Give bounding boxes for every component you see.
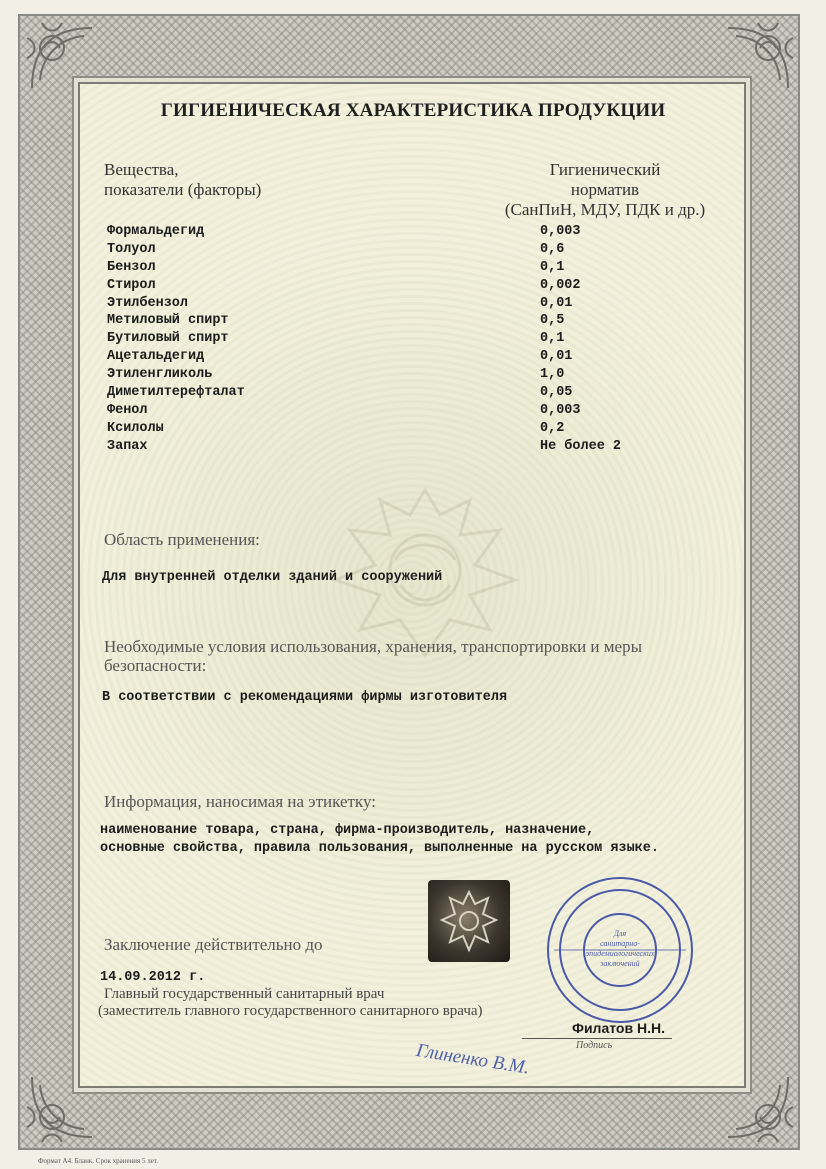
- scope-value: Для внутренней отделки зданий и сооружений: [102, 570, 443, 585]
- conditions-label-cont: безопасности:: [104, 656, 207, 675]
- validity-date: 14.09.2012 г.: [100, 970, 206, 985]
- table-row: [107, 296, 667, 314]
- substance-name: Этилбензол: [107, 295, 189, 311]
- table-row: [107, 278, 667, 296]
- substance-value: 0,2: [540, 420, 565, 436]
- scope-label: Область применения:: [104, 530, 260, 549]
- substance-name: Фенол: [107, 402, 148, 418]
- conditions-value: В соответствии с рекомендациями фирмы изготовителя: [102, 690, 508, 705]
- stamp-line: санитарно-: [600, 939, 640, 948]
- substance-value: 0,01: [540, 349, 573, 365]
- validity-label: Заключение действительно до: [104, 935, 323, 954]
- substance-name: Ксилолы: [107, 420, 164, 436]
- substance-name: Ацетальдегид: [107, 349, 205, 365]
- substance-value: Не более 2: [540, 438, 622, 454]
- substance-name: Стирол: [107, 277, 156, 293]
- substance-name: Бутиловый спирт: [107, 331, 229, 347]
- column-header-norm: Гигиенический норматив (СанПиН, МДУ, ПДК и др.): [504, 160, 706, 219]
- doctor-title-deputy: (заместитель главного государственного санитарного врача): [98, 1003, 483, 1019]
- table-row: [107, 421, 667, 439]
- doctor-name: Филатов Н.Н.: [572, 1020, 665, 1036]
- stamp-line: эпидемиологических: [585, 949, 655, 958]
- signature-line: [522, 1038, 672, 1039]
- substance-name: Метиловый спирт: [107, 313, 229, 329]
- table-row: [107, 367, 667, 385]
- table-row: [107, 385, 667, 403]
- substance-name: Этиленгликоль: [107, 367, 213, 383]
- table-row: [107, 349, 667, 367]
- substance-value: 0,002: [540, 277, 581, 293]
- table-row: [107, 403, 667, 421]
- label-info-line2: основные свойства, правила пользования, выполненные на русском языке.: [100, 841, 659, 856]
- stamp-line: заключений: [600, 959, 640, 968]
- substance-value: 0,1: [540, 259, 565, 275]
- signature-caption: Подпись: [576, 1040, 613, 1051]
- substance-value: 0,5: [540, 313, 565, 329]
- substance-value: 0,01: [540, 295, 573, 311]
- substance-name: Диметилтерефталат: [107, 385, 245, 401]
- label-info-line1: наименование товара, страна, фирма-производитель, назначение,: [100, 823, 595, 838]
- substance-name: Бензол: [107, 259, 156, 275]
- doctor-title: Главный государственный санитарный врач: [104, 986, 385, 1002]
- form-footer: Формат А4. Бланк. Срок хранения 5 лет.: [38, 1157, 159, 1165]
- table-row: [107, 439, 667, 457]
- substance-name: Запах: [107, 438, 148, 454]
- substance-value: 1,0: [540, 367, 565, 383]
- table-row: [107, 313, 667, 331]
- table-row: [107, 260, 667, 278]
- table-row: [107, 331, 667, 349]
- substance-value: 0,003: [540, 224, 581, 239]
- hologram-eagle-icon: [428, 880, 510, 962]
- table-row: [107, 224, 667, 242]
- official-stamp-icon: [544, 874, 696, 1026]
- label-info-label: Информация, наносимая на этикетку:: [104, 792, 376, 811]
- substance-name: Формальдегид: [107, 224, 205, 239]
- substance-value: 0,05: [540, 385, 573, 401]
- table-row: [107, 242, 667, 260]
- substance-value: 0,6: [540, 241, 565, 257]
- substance-value: 0,1: [540, 331, 565, 347]
- column-header-substances: Вещества, показатели (факторы): [104, 160, 262, 199]
- handwritten-name: Глиненко В.М.: [414, 1040, 531, 1079]
- substances-table: [107, 224, 667, 457]
- stamp-line: Для: [613, 929, 627, 938]
- substance-name: Толуол: [107, 241, 156, 257]
- conditions-label: Необходимые условия использования, хранения, транспортировки и меры: [104, 637, 642, 656]
- substance-value: 0,003: [540, 402, 581, 418]
- document-title: ГИГИЕНИЧЕСКАЯ ХАРАКТЕРИСТИКА ПРОДУКЦИИ: [160, 100, 666, 121]
